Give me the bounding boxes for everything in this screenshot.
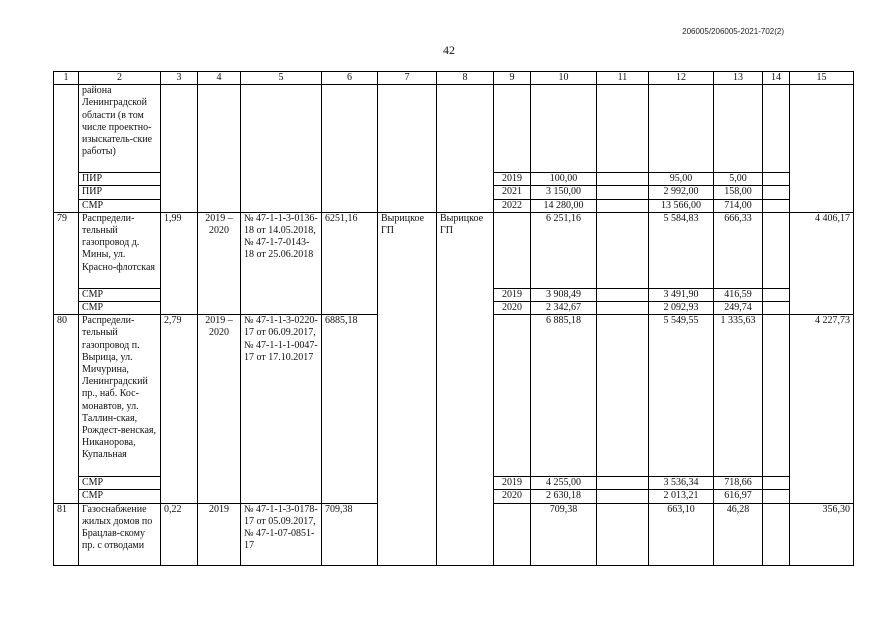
amount: 709,38 <box>531 503 597 565</box>
table-row <box>54 315 854 477</box>
amount: 356,30 <box>790 503 854 565</box>
header-row <box>54 72 854 85</box>
object-name: района Ленинградской области (в том числе проектно-изыскатель-ские работы) <box>79 85 161 173</box>
amount: 6 251,16 <box>531 212 597 288</box>
year: 2020 <box>494 302 531 315</box>
row-number: 81 <box>54 503 79 565</box>
documents: № 47-1-1-3-0136-18 от 14.05.2018, № 47-1-7-0143-18 от 25.06.2018 <box>241 212 322 314</box>
year: 2021 <box>494 186 531 199</box>
period: 2019 – 2020 <box>198 315 241 503</box>
amount: 5 549,55 <box>649 315 714 477</box>
object-name: Газоснабжение жилых домов по Брацлав-скому пр. с отводами <box>79 503 161 565</box>
work-type: СМР <box>79 490 161 503</box>
year: 2020 <box>494 490 531 503</box>
year: 2019 <box>494 173 531 186</box>
work-type: СМР <box>79 199 161 212</box>
amount: 2 092,93 <box>649 302 714 315</box>
amount: 4 406,17 <box>790 212 854 314</box>
total-cost: 6251,16 <box>322 212 378 314</box>
col-header: 14 <box>763 72 790 85</box>
amount: 666,33 <box>714 212 763 288</box>
amount: 2 992,00 <box>649 186 714 199</box>
length: 1,99 <box>161 212 198 314</box>
cell-num <box>54 85 79 213</box>
amount: 1 335,63 <box>714 315 763 477</box>
work-type: СМР <box>79 288 161 301</box>
amount: 6 885,18 <box>531 315 597 477</box>
col-header: 12 <box>649 72 714 85</box>
col-header: 13 <box>714 72 763 85</box>
total-cost: 709,38 <box>322 503 378 565</box>
total-cost: 6885,18 <box>322 315 378 503</box>
amount: 663,10 <box>649 503 714 565</box>
amount: 3 150,00 <box>531 186 597 199</box>
col-header: 10 <box>531 72 597 85</box>
amount: 3 536,34 <box>649 477 714 490</box>
amount: 2 013,21 <box>649 490 714 503</box>
amount: 14 280,00 <box>531 199 597 212</box>
settlement: Вырицкое ГП <box>437 212 494 314</box>
amount: 3 908,49 <box>531 288 597 301</box>
documents: № 47-1-1-3-0178-17 от 05.09.2017, № 47-1-07-0851-17 <box>241 503 322 565</box>
work-type: ПИР <box>79 186 161 199</box>
amount: 2 630,18 <box>531 490 597 503</box>
period: 2019 – 2020 <box>198 212 241 314</box>
year: 2019 <box>494 477 531 490</box>
amount: 416,59 <box>714 288 763 301</box>
object-name: Распредели-тельный газопровод п. Вырица, ул. Мичурина, Ленинградский пр., наб. Кос-монавтов, ул. Таллин-ская, Рождест-венская, Никанорова, Купальная <box>79 315 161 477</box>
col-header: 8 <box>437 72 494 85</box>
amount: 249,74 <box>714 302 763 315</box>
amount: 4 255,00 <box>531 477 597 490</box>
amount: 714,00 <box>714 199 763 212</box>
document-id: 206005/206005-2021-702(2) <box>682 27 784 36</box>
col-header: 7 <box>378 72 437 85</box>
row-number: 79 <box>54 212 79 314</box>
object-name: Распредели-тельный газопровод д. Мины, ул. Красно-флотская <box>79 212 161 288</box>
work-type: СМР <box>79 302 161 315</box>
year: 2019 <box>494 288 531 301</box>
amount: 5,00 <box>714 173 763 186</box>
amount: 3 491,90 <box>649 288 714 301</box>
length: 2,79 <box>161 315 198 503</box>
col-header: 9 <box>494 72 531 85</box>
work-type: ПИР <box>79 173 161 186</box>
amount: 158,00 <box>714 186 763 199</box>
documents: № 47-1-1-3-0220-17 от 06.09.2017, № 47-1-1-1-0047-17 от 17.10.2017 <box>241 315 322 503</box>
year: 2022 <box>494 199 531 212</box>
col-header: 2 <box>79 72 161 85</box>
settlement: Вырицкое ГП <box>378 212 437 314</box>
col-header: 4 <box>198 72 241 85</box>
amount: 2 342,67 <box>531 302 597 315</box>
col-header: 5 <box>241 72 322 85</box>
col-header: 1 <box>54 72 79 85</box>
row-number: 80 <box>54 315 79 503</box>
amount: 46,28 <box>714 503 763 565</box>
amount: 4 227,73 <box>790 315 854 503</box>
table-row <box>54 85 854 173</box>
period: 2019 <box>198 503 241 565</box>
amount: 95,00 <box>649 173 714 186</box>
page-number: 42 <box>443 43 455 57</box>
col-header: 15 <box>790 72 854 85</box>
length: 0,22 <box>161 503 198 565</box>
amount: 616,97 <box>714 490 763 503</box>
work-type: СМР <box>79 477 161 490</box>
amount: 5 584,83 <box>649 212 714 288</box>
data-table <box>53 71 854 566</box>
amount: 718,66 <box>714 477 763 490</box>
col-header: 11 <box>597 72 649 85</box>
table-row <box>54 212 854 288</box>
amount: 100,00 <box>531 173 597 186</box>
amount: 13 566,00 <box>649 199 714 212</box>
col-header: 3 <box>161 72 198 85</box>
col-header: 6 <box>322 72 378 85</box>
